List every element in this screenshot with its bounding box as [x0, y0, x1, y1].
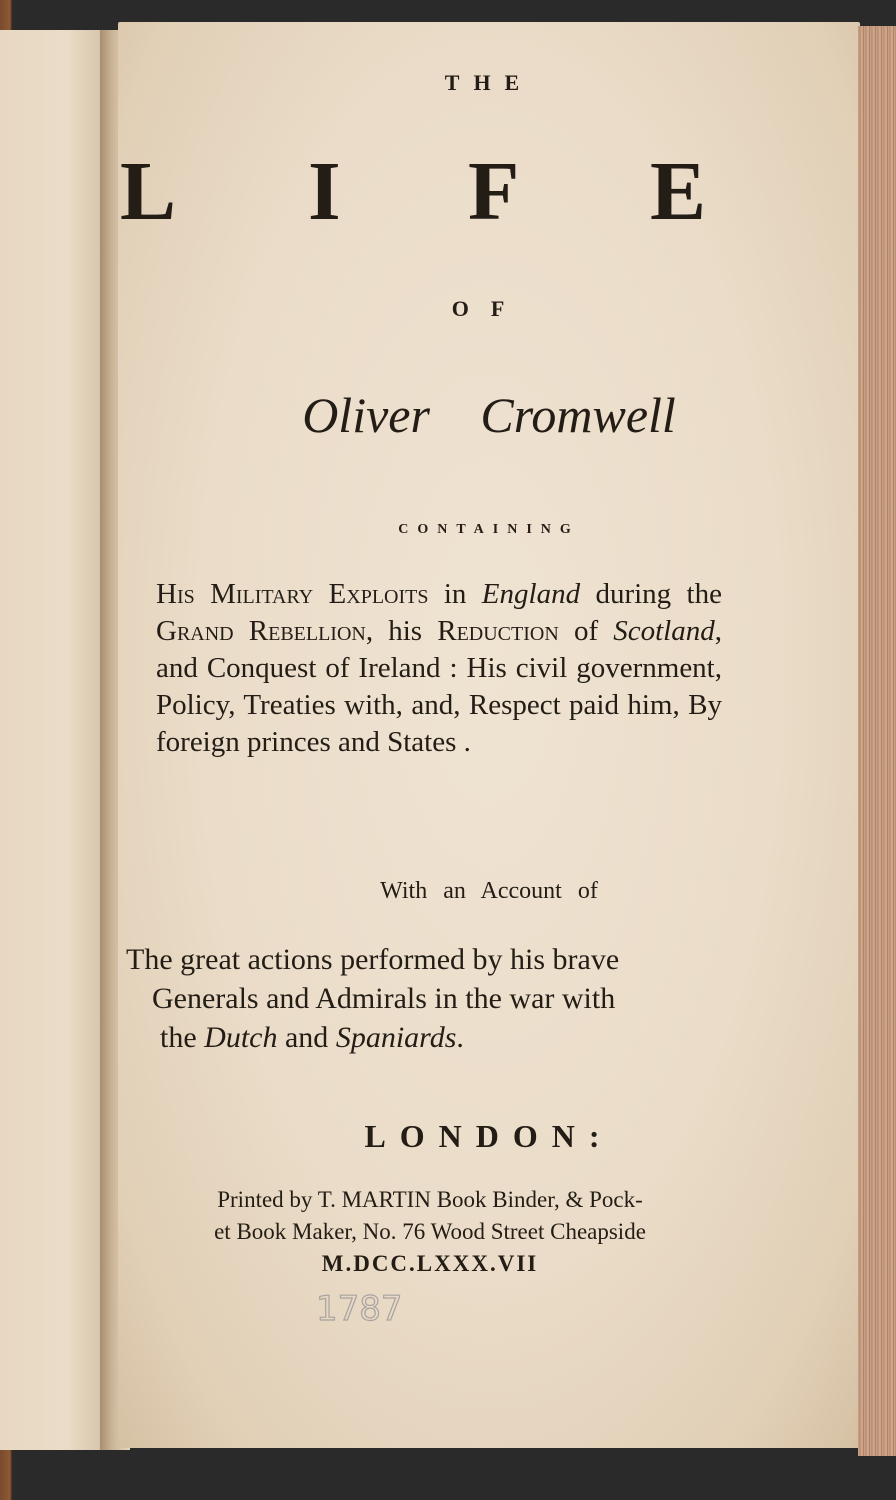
imprint: [120, 1184, 740, 1280]
actions-italic: Dutch: [204, 1021, 278, 1054]
actions-line: [126, 940, 726, 979]
actions-text: .: [456, 1021, 464, 1054]
actions-paragraph: [126, 940, 726, 1057]
contents-run: Reduction: [437, 615, 559, 647]
contents-run: , his: [365, 615, 438, 647]
life-letter-f: F: [468, 145, 520, 238]
title-life: [118, 145, 860, 250]
contents-run: of: [558, 615, 614, 647]
actions-italic: Spaniards: [335, 1021, 457, 1054]
actions-line: [126, 979, 726, 1018]
contents-run: Grand Rebellion: [156, 615, 366, 647]
actions-text: the: [160, 1021, 205, 1054]
life-letter-e: E: [650, 145, 707, 238]
contents-run: England: [481, 578, 581, 610]
imprint-line: Printed by T. MARTIN Book Binder, & Pock-: [217, 1187, 643, 1212]
actions-text: The great actions performed by his brave: [126, 943, 620, 976]
actions-text: Generals and Admirals in the war with: [152, 982, 616, 1015]
pencil-annotation: [316, 1288, 436, 1328]
containing-heading: CONTAINING: [398, 522, 580, 537]
contents-run: His Military Exploits: [156, 578, 429, 610]
contents-run: in: [428, 578, 482, 610]
contents-run: Scotland: [613, 615, 715, 647]
life-letter-i: I: [308, 145, 341, 238]
contents-paragraph: [156, 576, 722, 761]
facing-page: [0, 30, 112, 1450]
title-the: THE: [444, 70, 534, 95]
pencil-note-text: 1787: [316, 1289, 403, 1328]
actions-line: [126, 1018, 726, 1057]
account-line: With an Account of: [380, 878, 598, 904]
contents-run: during the: [580, 578, 722, 610]
page-edges: [858, 26, 896, 1456]
actions-text: and: [277, 1021, 336, 1054]
imprint-line: et Book Maker, No. 76 Wood Street Cheapside: [214, 1219, 646, 1244]
life-letter-l: L: [120, 145, 177, 238]
subject-last-name: Cromwell: [480, 387, 676, 443]
imprint-place: LONDON:: [364, 1118, 614, 1154]
contents-run: , and Conquest of Ireland : His civil government, Policy, Treaties with, and, Respect paid him, By foreign princes and States .: [156, 615, 722, 758]
subject-first-name: Oliver: [302, 387, 430, 443]
title-of: OF: [451, 296, 527, 321]
imprint-date: M.DCC.LXXX.VII: [321, 1251, 539, 1276]
subject-name: [118, 386, 860, 444]
